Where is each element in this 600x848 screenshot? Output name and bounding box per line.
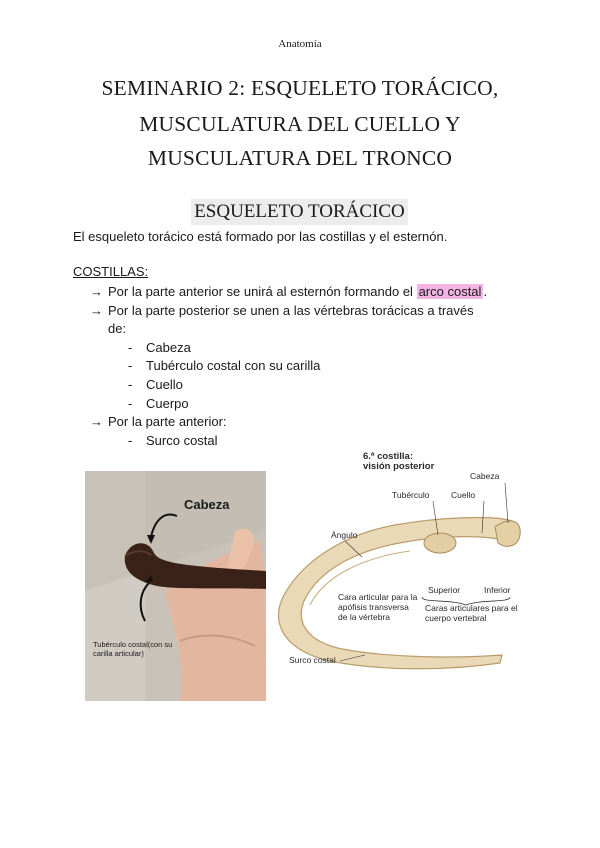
label-inferior: Inferior xyxy=(484,585,511,595)
highlighted-term: arco costal xyxy=(418,284,482,299)
page-title-line-3: MUSCULATURA DEL TRONCO xyxy=(147,146,453,170)
item-text: Por la parte anterior: xyxy=(108,414,227,429)
header-label: Anatomía xyxy=(278,38,322,50)
list-item-anterior xyxy=(90,413,227,431)
list-item-posterior-cont: de: xyxy=(108,321,127,336)
list-item-anterior-arco xyxy=(90,283,487,301)
label-angulo: Ángulo xyxy=(331,530,358,540)
photo-label-cabeza: Cabeza xyxy=(184,497,230,512)
rib-photo xyxy=(85,471,266,701)
costillas-label: COSTILLAS: xyxy=(73,264,149,279)
label-superior: Superior xyxy=(428,585,461,595)
sub-list-item: - Cuello xyxy=(128,377,183,392)
list-item-posterior xyxy=(90,302,474,320)
arrow-icon: → xyxy=(90,303,103,318)
illustration-title: 6.ª costilla: visión posterior xyxy=(363,451,435,472)
sub-list-item: - Cuerpo xyxy=(128,396,189,411)
label-cabeza: Cabeza xyxy=(470,471,500,481)
arrow-icon: → xyxy=(90,414,103,429)
sub-list-item: - Tubérculo costal con su carilla xyxy=(128,358,321,373)
arrow-icon: → xyxy=(90,284,103,299)
sub-list-item: - Surco costal xyxy=(128,433,218,448)
dash-bullet: - xyxy=(128,396,133,411)
photo-label-tuberculo: Tubérculo costal(con su carilla articular) xyxy=(93,640,173,658)
dash-bullet: - xyxy=(128,340,133,355)
tuberculo-shape xyxy=(424,533,456,553)
rib-photo-drawing xyxy=(85,471,266,701)
dash-bullet: - xyxy=(128,358,133,373)
label-surco-costal: Surco costal xyxy=(289,655,336,665)
cabeza-shape xyxy=(495,521,520,546)
section-heading: ESQUELETO TORÁCICO xyxy=(191,199,408,225)
sub-list-item: - Cabeza xyxy=(128,340,191,355)
label-cuello: Cuello xyxy=(451,490,476,500)
label-cara-articular: Cara articular para la apófisis transversa de la vértebra xyxy=(338,592,418,622)
page-title-line-2: MUSCULATURA DEL CUELLO Y xyxy=(139,112,461,136)
dash-bullet: - xyxy=(128,377,133,392)
rib-illustration xyxy=(270,445,540,705)
item-punct: . xyxy=(483,284,488,299)
item-text: Por la parte anterior se unirá al esternón formando el xyxy=(108,284,417,299)
dash-bullet: - xyxy=(128,433,133,448)
item-text: Por la parte posterior se unen a las vértebras torácicas a través xyxy=(108,303,474,318)
page-title-line-1: SEMINARIO 2: ESQUELETO TORÁCICO, xyxy=(101,76,499,100)
label-tuberculo: Tubérculo xyxy=(392,490,430,500)
intro-paragraph: El esqueleto torácico está formado por las costillas y el esternón. xyxy=(73,229,448,244)
label-caras-articulares: Caras articulares para el cuerpo vertebral xyxy=(425,603,518,623)
